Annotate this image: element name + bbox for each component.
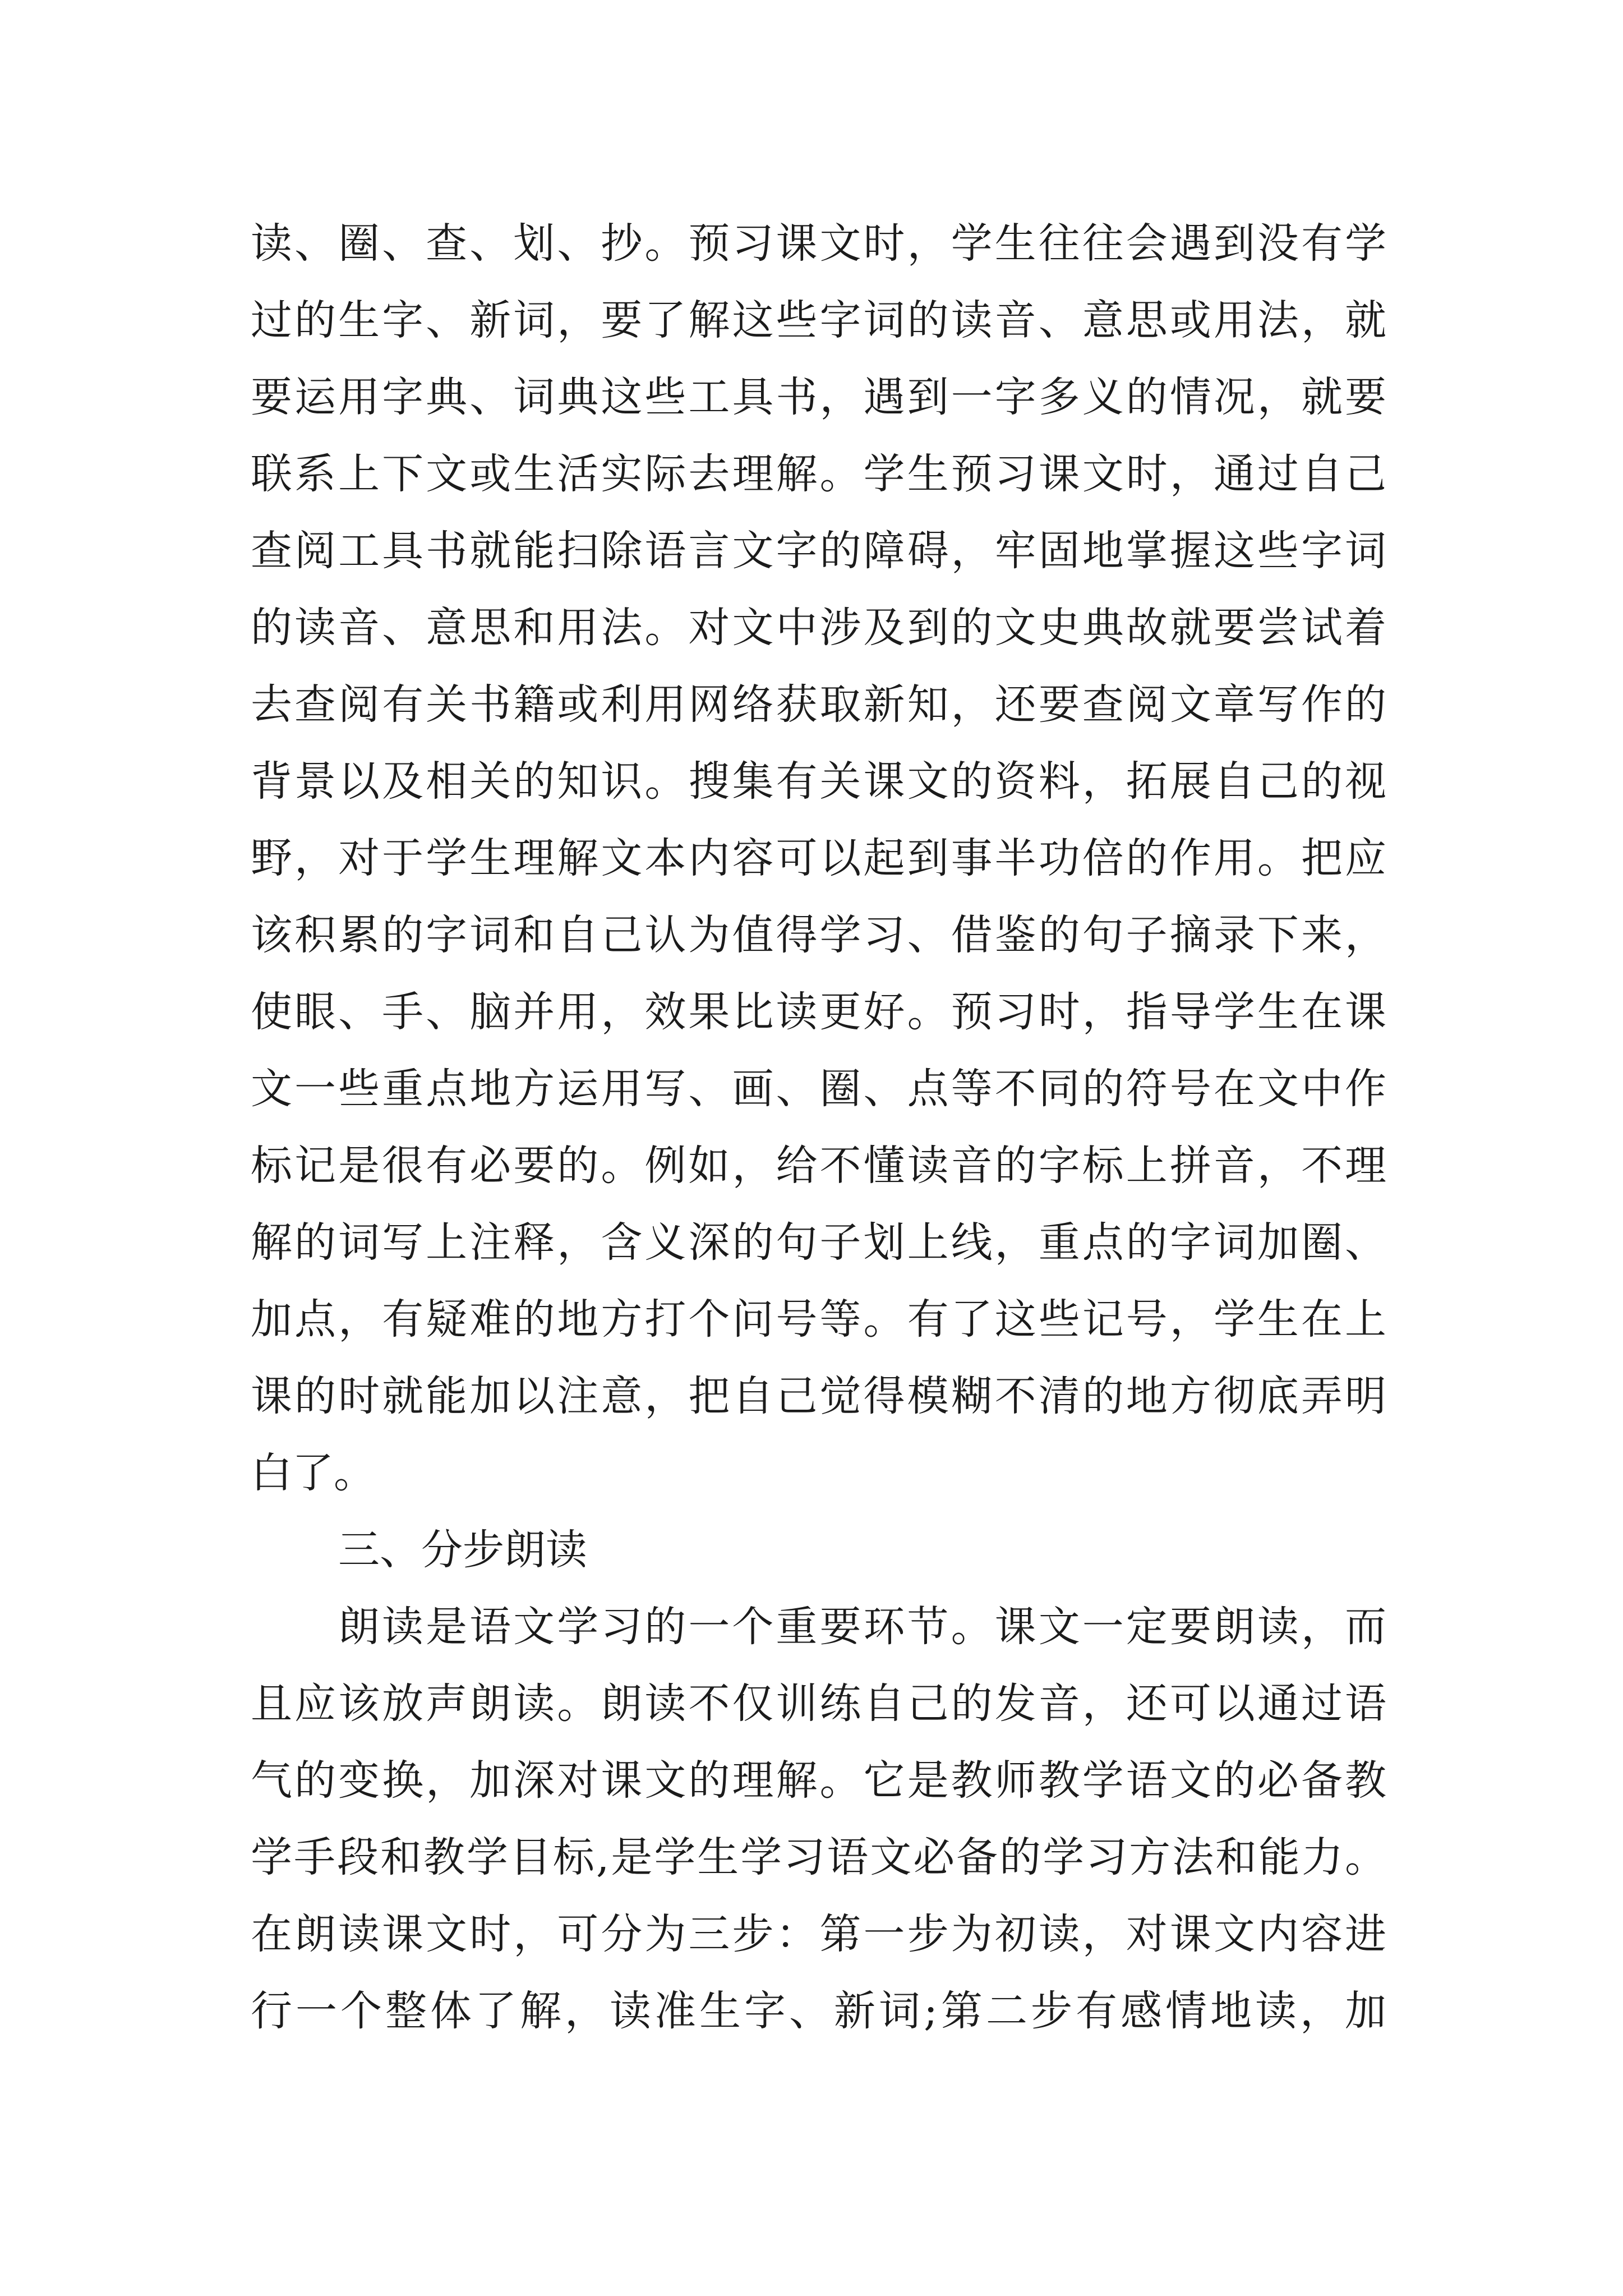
paragraph <box>251 1589 1386 2050</box>
text-line: 标记是很有必要的。例如，给不懂读音的字标上拼音，不理 <box>251 1142 1386 1190</box>
text-line: 文一些重点地方运用写、画、圈、点等不同的符号在文中作 <box>251 1065 1386 1113</box>
text-line: 读、圈、查、划、抄。预习课文时，学生往往会遇到没有学 <box>251 219 1386 268</box>
body-text <box>251 205 1386 2050</box>
text-line: 要运用字典、词典这些工具书，遇到一字多义的情况，就要 <box>251 373 1386 421</box>
text-line: 学手段和教学目标,是学生学习语文必备的学习方法和能力。 <box>251 1833 1386 1881</box>
text-line: 背景以及相关的知识。搜集有关课文的资料，拓展自己的视 <box>251 757 1386 806</box>
text-line: 的读音、意思和用法。对文中涉及到的文史典故就要尝试着 <box>251 604 1386 652</box>
text-line: 解的词写上注释，含义深的句子划上线，重点的字词加圈、 <box>251 1218 1386 1267</box>
paragraph <box>251 205 1386 1512</box>
text-line: 朗读是语文学习的一个重要环节。课文一定要朗读，而 <box>338 1603 1386 1651</box>
text-line: 且应该放声朗读。朗读不仅训练自己的发音，还可以通过语 <box>251 1680 1386 1728</box>
text-line: 在朗读课文时，可分为三步：第一步为初读，对课文内容进 <box>251 1910 1386 1958</box>
text-line: 查阅工具书就能扫除语言文字的障碍，牢固地掌握这些字词 <box>251 527 1386 575</box>
text-line: 该积累的字词和自己认为值得学习、借鉴的句子摘录下来， <box>251 911 1386 959</box>
text-line: 加点，有疑难的地方打个问号等。有了这些记号，学生在上 <box>251 1295 1386 1343</box>
text-line: 气的变换，加深对课文的理解。它是教师教学语文的必备教 <box>251 1756 1386 1805</box>
text-line: 白了。 <box>251 1449 375 1497</box>
text-line: 课的时就能加以注意，把自己觉得模糊不清的地方彻底弄明 <box>251 1372 1386 1420</box>
text-line: 使眼、手、脑并用，效果比读更好。预习时，指导学生在课 <box>251 988 1386 1036</box>
text-line: 去查阅有关书籍或利用网络获取新知，还要查阅文章写作的 <box>251 680 1386 729</box>
text-line: 野，对于学生理解文本内容可以起到事半功倍的作用。把应 <box>251 834 1386 882</box>
section-heading: 三、分步朗读 <box>338 1526 587 1574</box>
text-line: 行一个整体了解，读准生字、新词;第二步有感情地读，加 <box>251 1987 1386 2035</box>
text-line: 过的生字、新词，要了解这些字词的读音、意思或用法，就 <box>251 296 1386 344</box>
text-line: 联系上下文或生活实际去理解。学生预习课文时，通过自己 <box>251 450 1386 498</box>
